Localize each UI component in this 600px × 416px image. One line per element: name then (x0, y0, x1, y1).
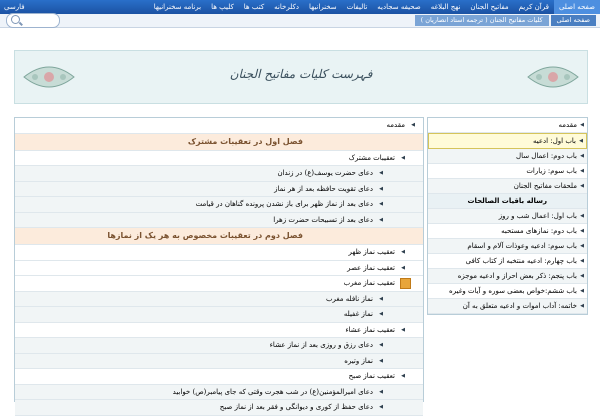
content-list (14, 117, 424, 411)
arrow-left-icon: ◀ (379, 170, 383, 176)
breadcrumb-home[interactable]: صفحه اصلی (551, 15, 596, 26)
arrow-left-icon: ◀ (580, 303, 584, 309)
menu-item[interactable] (428, 224, 587, 239)
breadcrumb-bar (0, 14, 600, 28)
menu-item-label: باب ششم:خواص بعضی سوره و آیات وغیره (449, 287, 577, 295)
menu-item[interactable] (428, 254, 587, 269)
menu-item-label: خاتمه: آداب اموات و ادعیه متعلق به آن (462, 302, 577, 310)
list-item-label: نماز غفیله (343, 310, 373, 318)
menu-item[interactable] (428, 209, 587, 224)
list-item-label: فصل اول در تعقیبات مشترک (187, 136, 303, 146)
breadcrumb-current[interactable]: کلیات مفاتیح الجنان ( ترجمه استاد انصاریان ) (415, 15, 549, 26)
nav-item[interactable]: صحیفه سجادیه (377, 3, 421, 11)
list-item-label: تعقیب نماز عصر (347, 263, 395, 272)
menu-item-label: باب اول: اعمال شب و روز (498, 212, 577, 220)
list-item[interactable] (15, 276, 423, 292)
list-item[interactable] (15, 307, 423, 323)
menu-item-label: باب سوم: زیارات (526, 167, 577, 175)
menu-item[interactable] (428, 149, 587, 164)
nav-item[interactable]: سخنرانیها (308, 3, 337, 11)
list-item[interactable] (15, 323, 423, 339)
arrow-left-icon: ◀ (379, 295, 383, 302)
menu-item-label: ملحقات مفاتیح الجنان (513, 182, 577, 190)
arrow-left-icon: ◀ (580, 228, 584, 234)
list-item-label: نماز نافله مغرب (325, 294, 373, 303)
list-item[interactable] (15, 400, 423, 416)
list-item-label: تعقیبات مشترک (348, 153, 395, 162)
list-item-label: دعای رزق و روزی بعد از نماز عشاء (269, 341, 373, 349)
list-item-label: نماز وتیره (344, 356, 373, 365)
list-item-label: دعای تقویت حافظه بعد از هر نماز (274, 184, 373, 193)
nav-item[interactable]: قرآن کریم (518, 3, 549, 11)
arrow-left-icon: ◀ (379, 185, 383, 192)
top-nav (0, 0, 600, 14)
list-item-label: تعقیب نماز عشاء (345, 325, 395, 334)
arrow-left-icon: ◀ (580, 273, 584, 279)
menu-item-label: باب دوم: نمازهای مستحبه (501, 227, 577, 235)
arrow-left-icon: ◀ (379, 388, 383, 395)
arrow-left-icon: ◀ (580, 258, 584, 264)
list-item-label: تعقیب نماز مغرب (344, 276, 395, 291)
language-selector[interactable]: فارسی (4, 3, 25, 11)
arrow-left-icon: ◀ (580, 288, 584, 294)
list-item[interactable] (15, 151, 423, 167)
menu-item[interactable] (428, 239, 587, 254)
menu-item[interactable] (428, 269, 587, 284)
breadcrumb (413, 15, 596, 26)
menu-item-label: مقدمه (558, 121, 577, 129)
list-item-label: تعقیب نماز ظهر (348, 248, 395, 256)
arrow-left-icon: ◀ (580, 122, 584, 128)
menu-item[interactable] (428, 133, 587, 149)
arrow-left-icon: ◀ (580, 183, 584, 189)
arrow-left-icon: ◀ (580, 168, 584, 174)
arrow-left-icon: ◀ (379, 404, 383, 410)
arrow-left-icon: ◀ (401, 326, 405, 333)
list-item-label: تعقیب نماز صبح (348, 372, 395, 380)
list-item[interactable] (15, 261, 423, 277)
menu-item-label: باب سوم: ادعیه وعوذات آلام و اسقام (467, 242, 577, 250)
chapter-menu (427, 117, 588, 315)
arrow-left-icon: ◀ (379, 357, 383, 364)
menu-item-label: باب دوم: اعمال سال (515, 152, 577, 160)
list-item[interactable] (15, 354, 423, 370)
list-item[interactable] (15, 369, 423, 385)
search-icon[interactable] (11, 15, 20, 24)
nav-item[interactable]: نهج البلاغه (430, 3, 461, 11)
arrow-left-icon: ◀ (401, 373, 405, 379)
menu-item[interactable] (428, 299, 587, 314)
menu-item[interactable] (428, 179, 587, 194)
nav-item[interactable]: کلیپ ها (211, 3, 234, 11)
nav-item[interactable]: کتب ها (243, 3, 265, 11)
list-item-label: دعای بعد از نماز ظهر برای باز نشدن پرونده گناهان در قیامت (195, 200, 373, 208)
menu-item[interactable] (428, 194, 587, 209)
list-item[interactable] (15, 213, 423, 229)
list-item[interactable] (15, 338, 423, 354)
arrow-left-icon: ◀ (379, 201, 383, 207)
section-heading (15, 228, 423, 245)
list-item-label: فصل دوم در تعقیبات مخصوص به هر یک از نمازها (107, 231, 303, 240)
arrow-left-icon: ◀ (401, 154, 405, 161)
list-item[interactable] (15, 385, 423, 401)
menu-item[interactable] (428, 164, 587, 179)
list-item[interactable] (15, 245, 423, 261)
arrow-left-icon: ◀ (401, 264, 405, 271)
arrow-left-icon: ◀ (379, 342, 383, 348)
arrow-left-icon: ◀ (401, 249, 405, 255)
page-title: فہرست کلیات مفاتیح الجنان (229, 67, 373, 81)
list-item[interactable] (15, 292, 423, 308)
menu-item-label: باب اول: ادعیه (533, 137, 576, 145)
nav-item[interactable]: برنامه سخنرانیها (153, 3, 202, 11)
menu-item-label: باب چهارم: ادعیه منتخبه از کتاب کافی (465, 257, 577, 265)
menu-item-label: رساله باقیات الصالحات (467, 197, 547, 205)
list-item[interactable] (15, 166, 423, 182)
arrow-left-icon: ◀ (580, 153, 584, 159)
list-item-label: دعای بعد از تسبیحات حضرت زهرا (273, 215, 373, 224)
list-item-label: مقدمه (386, 121, 405, 129)
arrow-left-icon: ◀ (379, 216, 383, 223)
nav-item[interactable]: دکلرخانه (274, 3, 299, 11)
list-item-label: دعای امیرالمؤمنین(ع) در شب هجرت وقتی که جای پیامبر(ص) خوابید (172, 387, 373, 396)
list-item-label: دعای حضرت یوسف(ع) در زندان (277, 169, 373, 177)
menu-item[interactable] (428, 118, 587, 133)
menu-item[interactable] (428, 284, 587, 299)
section-heading (15, 134, 423, 151)
nav-item[interactable]: تالیفات (346, 3, 368, 11)
nav-item[interactable]: مفاتیح الجنان (470, 3, 509, 11)
arrow-left-icon: ◀ (580, 243, 584, 249)
list-item[interactable] (15, 118, 423, 134)
arrow-left-icon: ◀ (579, 138, 583, 144)
list-item[interactable] (15, 197, 423, 213)
arrow-left-icon: ◀ (379, 311, 383, 317)
page-banner (14, 50, 588, 104)
folder-icon (400, 278, 411, 289)
list-item[interactable] (15, 182, 423, 198)
search-input[interactable] (6, 13, 60, 28)
nav-item[interactable]: صفحه اصلی (554, 0, 600, 14)
list-item-label: دعای حفظ از کوری و دیوانگی و فقر بعد از نماز صبح (219, 403, 373, 411)
arrow-left-icon: ◀ (580, 213, 584, 219)
menu-item-label: باب پنجم: ذکر بعض احراز و ادعیه موجزه (457, 272, 577, 280)
arrow-left-icon: ◀ (411, 122, 415, 128)
